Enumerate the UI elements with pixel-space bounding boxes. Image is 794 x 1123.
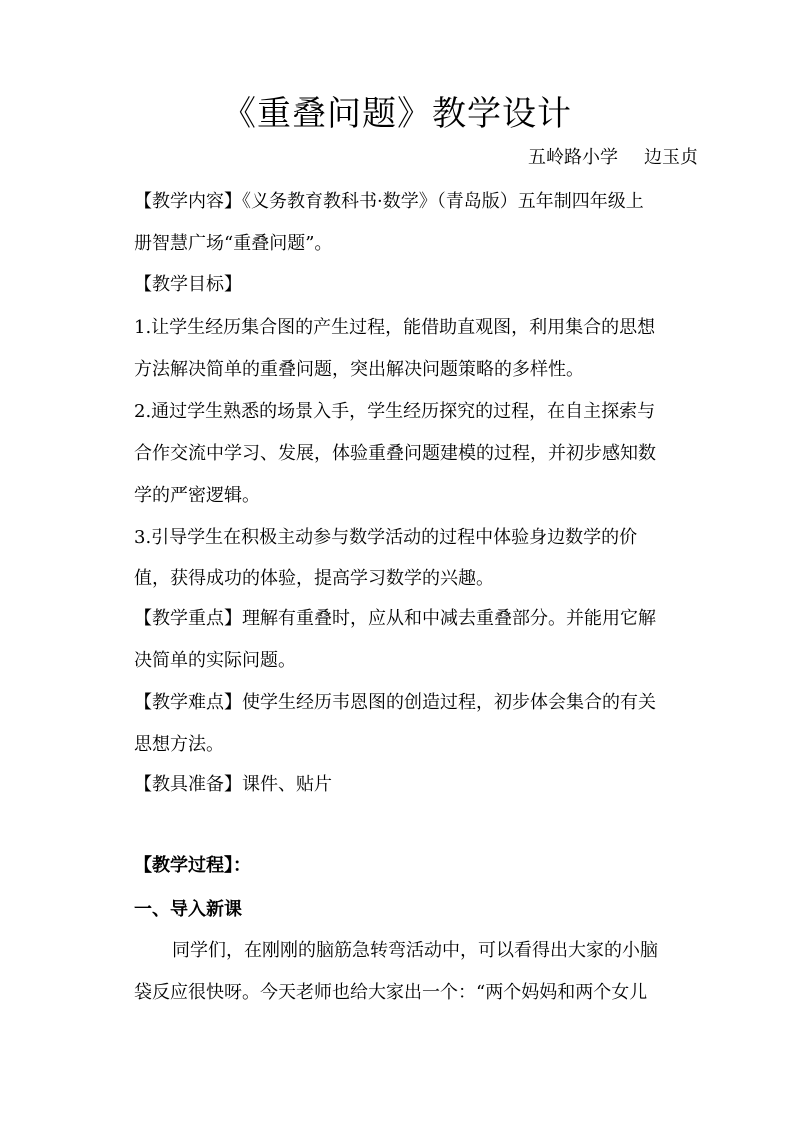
section-heading: 一、导入新课 — [134, 899, 242, 920]
document-title: 《重叠问题》教学设计 — [222, 94, 572, 134]
goal-line: 1.让学生经历集合图的产生过程，能借助直观图，利用集合的思想 — [134, 317, 656, 338]
author-line — [528, 144, 698, 172]
goals-heading: 【教学目标】 — [134, 274, 242, 295]
process-heading: 【教学过程】： — [134, 855, 251, 876]
paragraph-line: 同学们，在刚刚的脑筋急转弯活动中，可以看得出大家的小脑 — [172, 940, 658, 961]
goal-line: 学的严密逻辑。 — [134, 485, 260, 506]
paragraph-line: 袋反应很快呀。今天老师也给大家出一个：“两个妈妈和两个女儿 — [134, 982, 648, 1003]
key-point-line: 【教学重点】理解有重叠时，应从和中减去重叠部分。并能用它解 — [134, 608, 656, 629]
key-point-line: 决简单的实际问题。 — [134, 650, 296, 671]
goal-line: 方法解决简单的重叠问题，突出解决问题策略的多样性。 — [134, 359, 584, 380]
goal-line: 值，获得成功的体验，提高学习数学的兴趣。 — [134, 568, 494, 589]
goal-line: 2.通过学生熟悉的场景入手，学生经历探究的过程，在自主探索与 — [134, 401, 656, 422]
goal-line: 3.引导学生在积极主动参与数学活动的过程中体验身边数学的价 — [134, 527, 638, 548]
content-line: 【教学内容】《义务教育教科书·数学》（青岛版）五年制四年级上 — [134, 191, 644, 212]
materials-line: 【教具准备】课件、贴片 — [134, 774, 332, 795]
goal-line: 合作交流中学习、发展，体验重叠问题建模的过程，并初步感知数 — [134, 443, 656, 464]
difficulty-line: 思想方法。 — [134, 734, 224, 755]
author-school: 五岭路小学 — [528, 147, 618, 168]
difficulty-line: 【教学难点】使学生经历韦恩图的创造过程，初步体会集合的有关 — [134, 692, 656, 713]
author-name: 边玉贞 — [644, 147, 698, 168]
content-line: 册智慧广场“重叠问题”。 — [134, 233, 333, 254]
